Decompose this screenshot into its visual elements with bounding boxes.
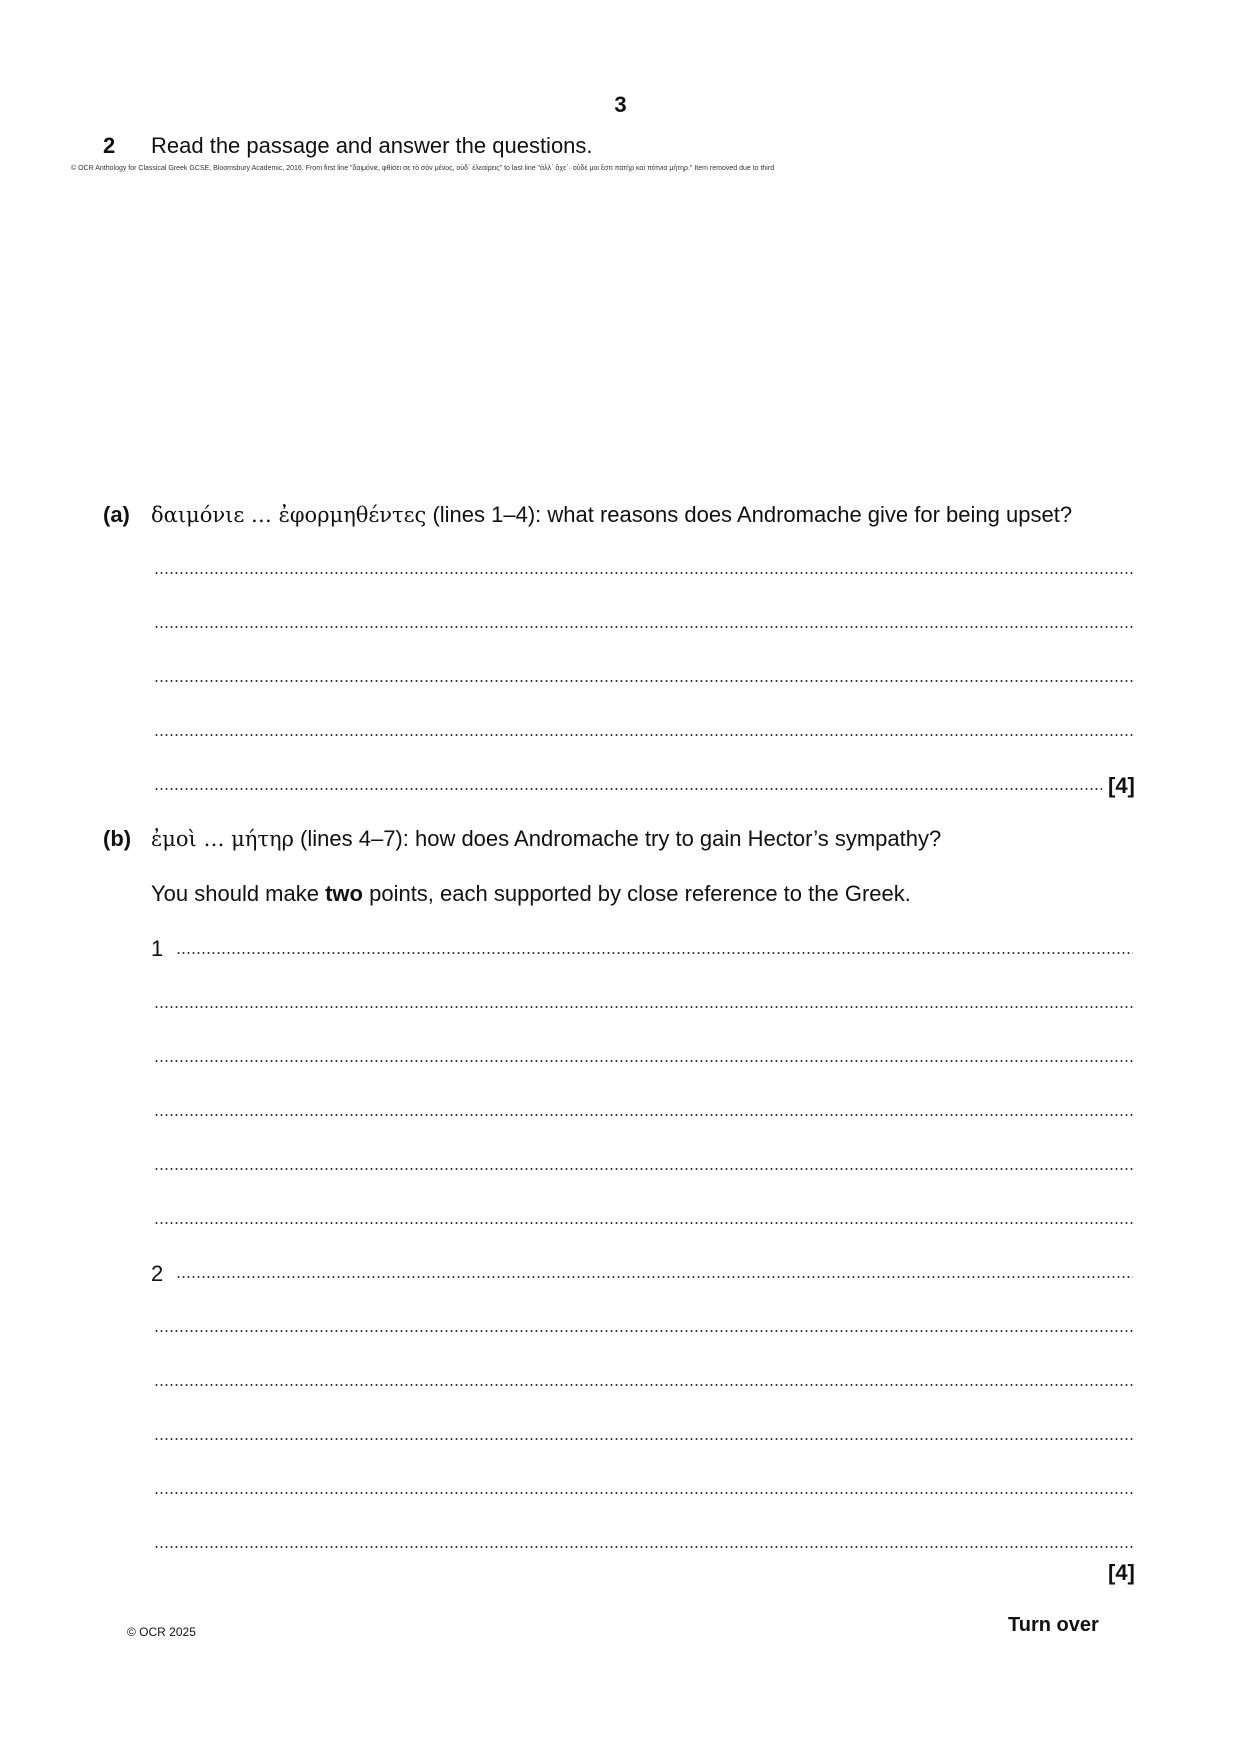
answer-line-b1-3[interactable] [154, 1060, 1133, 1062]
answer-line-a-5[interactable] [154, 788, 1102, 790]
copyright-notice: © OCR Anthology for Classical Greek GCSE, Bloomsbury Academic, 2016. From first line "δαιμόνιε, φθίσει σε τὸ σὸν μένος, οὐδ᾽ ἐλεαίρεις" to last line "ἀλλ᾽ ἄχε᾽· οὐδέ μοι ἔστι πατὴρ καὶ πότνια μήτηρ." Item removed due to third [71, 165, 775, 172]
part-b-question [151, 826, 941, 852]
answer-line-b2-6[interactable] [154, 1546, 1133, 1548]
part-a-greek: δαιμόνιε … ἐφορμηθέντες [151, 503, 427, 527]
answer-line-b2-4[interactable] [154, 1438, 1133, 1440]
answer-line-b2-2[interactable] [154, 1330, 1133, 1332]
answer-line-b1-5[interactable] [154, 1168, 1133, 1170]
answer-line-b1-6[interactable] [154, 1222, 1133, 1224]
part-b-instruction [151, 881, 911, 907]
part-b-label: (b) [103, 826, 132, 851]
part-b-instruction-start: You should make [151, 881, 326, 906]
part-b-text: (lines 4–7): how does Andromache try to gain Hector’s sympathy? [293, 826, 942, 851]
page-number: 3 [614, 92, 627, 117]
turn-over-label: Turn over [1008, 1614, 1099, 1636]
footer-copyright: © OCR 2025 [127, 1625, 196, 1639]
part-b-marks: [4] [1108, 1560, 1135, 1585]
point-1-number: 1 [151, 936, 164, 961]
part-a-marks: [4] [1108, 773, 1135, 798]
answer-line-a-2[interactable] [154, 626, 1133, 628]
answer-line-b1-4[interactable] [154, 1114, 1133, 1116]
part-b-greek: ἐμοὶ … μήτηρ [151, 827, 294, 851]
part-a-question [151, 502, 1072, 528]
answer-line-b1-2[interactable] [154, 1006, 1133, 1008]
answer-line-b2-3[interactable] [154, 1384, 1133, 1386]
question-instruction: Read the passage and answer the questions. [151, 133, 593, 158]
answer-line-b2-5[interactable] [154, 1492, 1133, 1494]
answer-line-b2-1[interactable] [176, 1276, 1133, 1278]
part-a-label: (a) [103, 502, 130, 527]
part-b-instruction-end: points, each supported by close reference to the Greek. [362, 881, 911, 906]
part-a-text: (lines 1–4): what reasons does Andromache give for being upset? [426, 502, 1073, 527]
part-b-instruction-bold: two [325, 881, 363, 906]
point-2-number: 2 [151, 1261, 164, 1286]
question-number: 2 [103, 133, 116, 158]
answer-line-a-4[interactable] [154, 734, 1133, 736]
answer-line-b1-1[interactable] [176, 952, 1133, 954]
answer-line-a-3[interactable] [154, 680, 1133, 682]
answer-line-a-1[interactable] [154, 572, 1133, 574]
